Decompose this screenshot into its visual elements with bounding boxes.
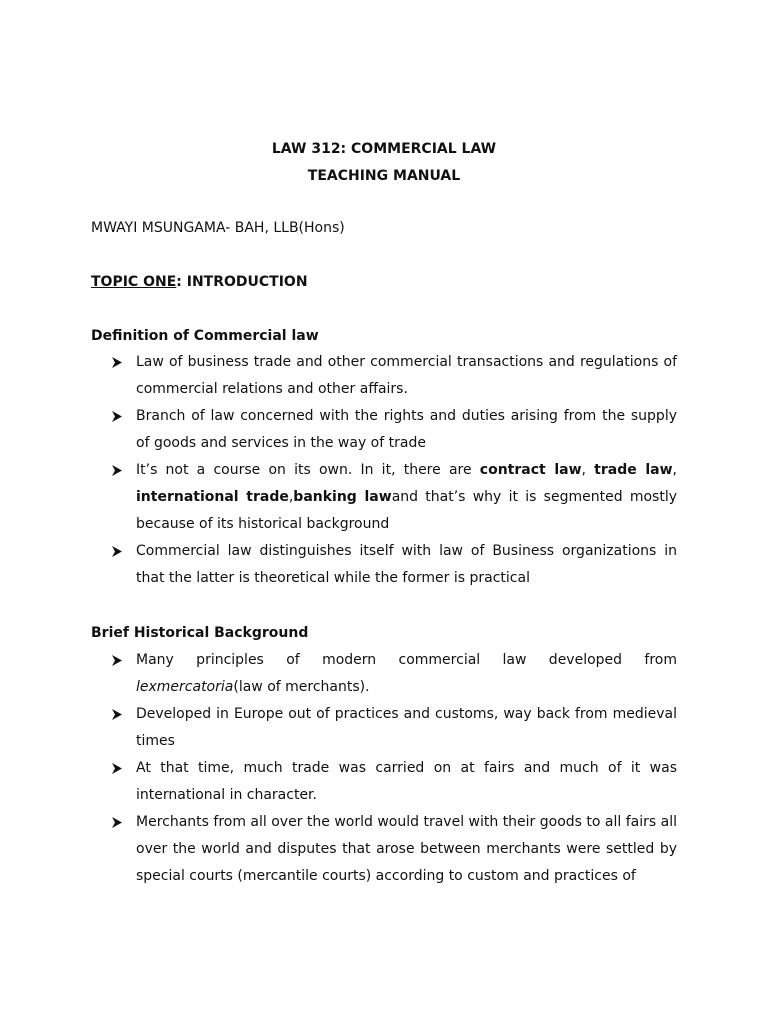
history-list — [110, 647, 677, 890]
list-item — [110, 457, 677, 538]
topic-heading — [91, 271, 308, 293]
list-item — [110, 701, 677, 755]
arrowhead-bullet-icon — [112, 357, 122, 368]
list-item-text: Many principles of modern commercial law developed from — [136, 652, 677, 668]
bold-term-trade-law: trade law — [594, 462, 673, 478]
bold-term-international-trade: international trade — [136, 489, 289, 505]
separator: , — [288, 489, 294, 505]
section-heading-history: Brief Historical Background — [91, 625, 309, 641]
list-item-text: Law of business trade and other commercial transactions and regulations of commercial relations and other affairs. — [136, 354, 677, 397]
manual-subtitle: TEACHING MANUAL — [307, 168, 461, 184]
arrowhead-bullet-icon — [112, 655, 122, 666]
section-heading-definition: Definition of Commercial law — [91, 328, 319, 344]
list-item-text: (law of merchants). — [233, 679, 370, 695]
document-title — [0, 136, 768, 190]
list-item — [110, 809, 677, 890]
list-item-text: At that time, much trade was carried on at fairs and much of it was international in character. — [136, 760, 677, 803]
arrowhead-bullet-icon — [112, 465, 122, 476]
definition-list — [110, 349, 677, 592]
list-item-text: Developed in Europe out of practices and customs, way back from medieval times — [136, 706, 677, 749]
list-item — [110, 647, 677, 701]
author-line: MWAYI MSUNGAMA- BAH, LLB(Hons) — [91, 220, 345, 236]
topic-label: TOPIC ONE — [91, 274, 177, 290]
arrowhead-bullet-icon — [112, 411, 122, 422]
arrowhead-bullet-icon — [112, 763, 122, 774]
bold-term-banking-law: banking law — [293, 489, 392, 505]
list-item — [110, 349, 677, 403]
list-item — [110, 403, 677, 457]
list-item-text: Commercial law distinguishes itself with law of Business organizations in that the latter is theoretical while the former is practical — [136, 543, 677, 586]
list-item-text: Merchants from all over the world would travel with their goods to all fairs all over the world and disputes that arose between merchants were settled by special courts (mercantile courts) according to custom and practices of — [136, 814, 677, 884]
arrowhead-bullet-icon — [112, 709, 122, 720]
course-title: LAW 312: COMMERCIAL LAW — [271, 141, 497, 157]
list-item-text: It’s not a course on its own. In it, there are — [136, 462, 480, 478]
arrowhead-bullet-icon — [112, 817, 122, 828]
bold-term-contract-law: contract law — [479, 462, 582, 478]
list-item — [110, 538, 677, 592]
separator: , — [581, 462, 595, 478]
arrowhead-bullet-icon — [112, 546, 122, 557]
list-item — [110, 755, 677, 809]
list-item-text: Branch of law concerned with the rights and duties arising from the supply of goods and services in the way of trade — [136, 408, 677, 451]
list-item-text: and that’s why it is segmented mostly because of its historical background — [136, 489, 677, 532]
italic-term-lexmercatoria: lexmercatoria — [136, 679, 234, 695]
topic-title: : INTRODUCTION — [176, 274, 308, 290]
separator: , — [672, 462, 677, 478]
